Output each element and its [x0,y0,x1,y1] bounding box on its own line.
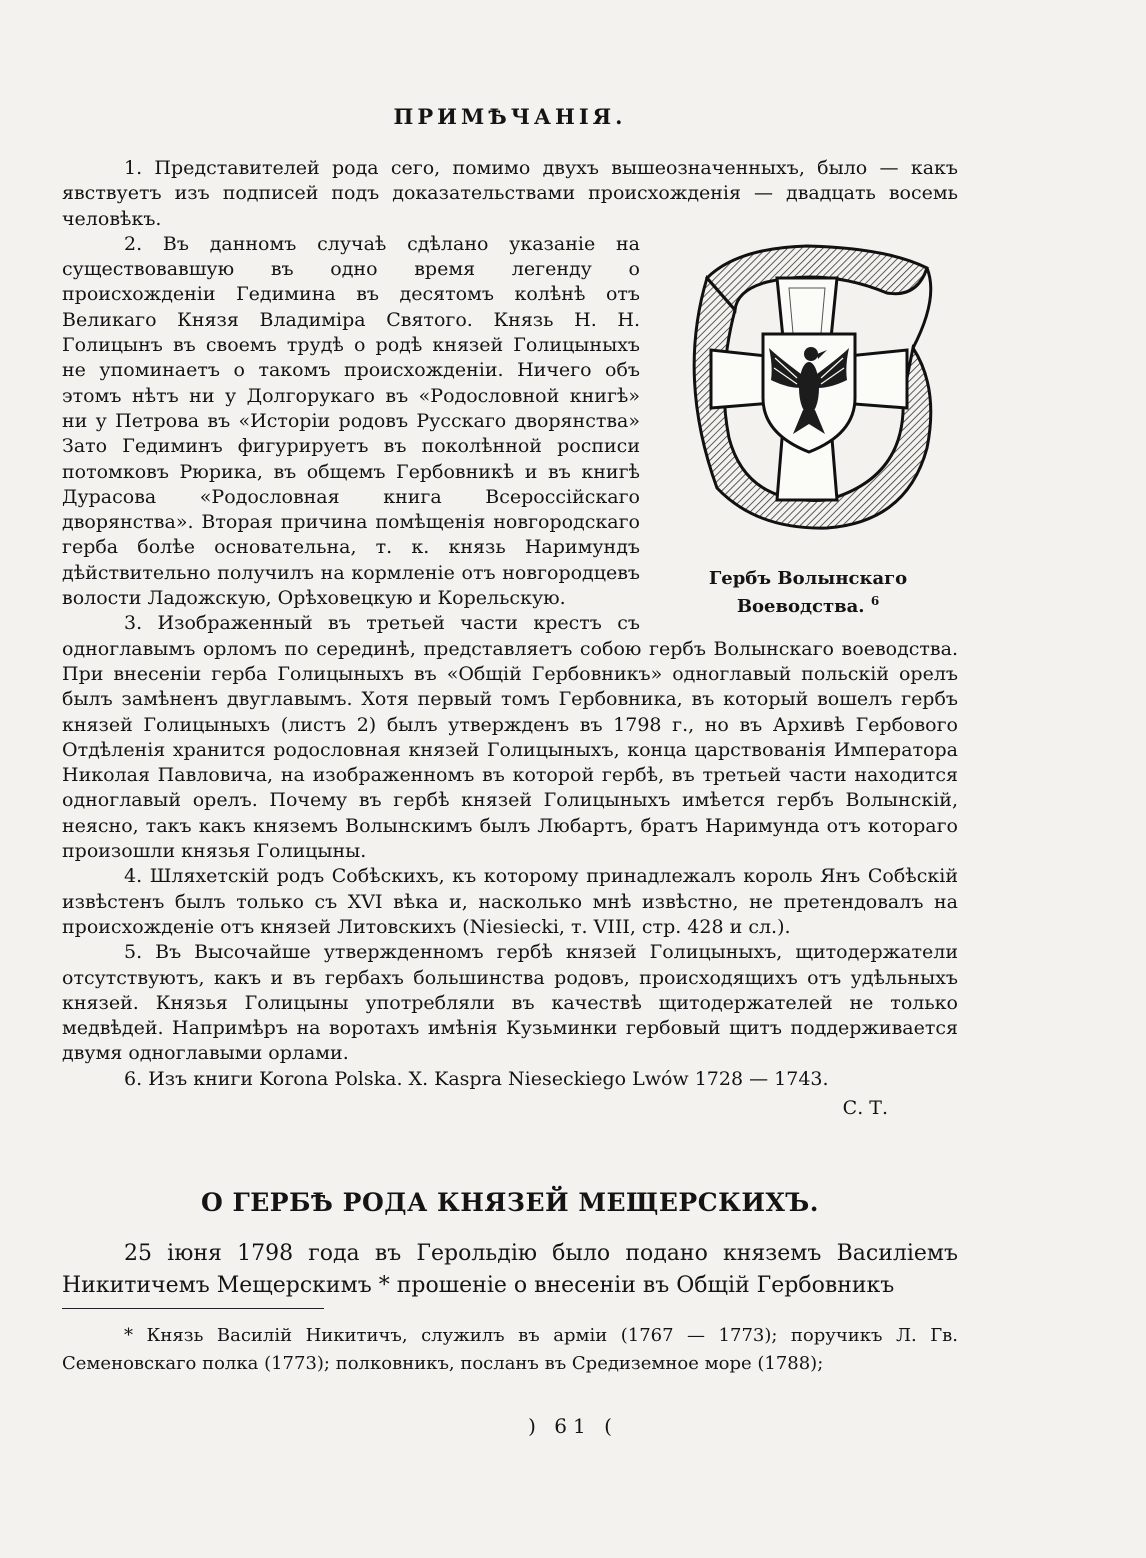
section-body [62,1238,958,1302]
section-title: О ГЕРБѢ РОДА КНЯЗЕЙ МЕЩЕРСКИХЪ. [200,1188,820,1217]
coat-of-arms-figure [658,238,958,618]
footnote-text: * Князь Василій Никитичъ, служилъ въ арміи (1767 — 1773); поручикъ Л. Гв. Семеновскаго полка (1773); полковникъ, посланъ въ Средиземное море (1788); [62,1325,958,1374]
note-3: 3. Изображенный въ третьей части крестъ съ одноглавымъ орломъ по серединѣ, представляетъ собою гербъ Волынскаго воеводства. При внесеніи герба Голицыныхъ въ «Общій Гербовникъ» одноглавый польскій орелъ былъ замѣненъ двуглавымъ. Хотя первый томъ Гербовника, въ который вошелъ гербъ князей Голицыныхъ (листъ 2) былъ утвержденъ въ 1798 г., но въ Архивѣ Гербового Отдѣленія хранится родословная князей Голицыныхъ, конца царствованія Императора Николая Павловича, на изображенномъ въ которой гербѣ, въ третьей части находится одноглавый орелъ. Почему въ гербѣ князей Голицыныхъ имѣется гербъ Волынскій, неясно, такъ какъ княземъ Волынскимъ былъ Любартъ, братъ Наримунда отъ котораго произошли князья Голицыны. [62,612,958,863]
note-1: 1. Представителей рода сего, помимо двухъ вышеозначенныхъ, было — какъ явствуетъ изъ подписей подъ доказательствами происхожденія — двадцать восемь человѣкъ. [62,157,958,230]
signature: С. Т. [842,1096,888,1119]
notes-heading: ПРИМѢЧАНІЯ. [393,104,627,129]
figure-footnote-mark: 6 [870,593,880,608]
footnote-section [62,1322,958,1378]
note-5: 5. Въ Высочайше утвержденномъ гербѣ князей Голицыныхъ, щитодержатели отсутствуютъ, какъ и въ гербахъ большинства родовъ, происходящихъ отъ удѣльныхъ князей. Князья Голицыны употребляли въ качествѣ щитодержателей не только медвѣдей. Напримѣръ на воротахъ имѣнія Кузьминки гербовый щитъ поддерживается двумя одноглавыми орлами. [62,941,958,1065]
figure-caption-text: Гербъ Волынскаго Воеводства. [708,567,908,617]
volhynia-coat-of-arms-icon [677,238,939,538]
notes-section [62,156,958,1121]
footnote-divider [62,1308,324,1309]
note-4: 4. Шляхетскій родъ Собѣскихъ, къ которому принадлежалъ король Янъ Собѣскій извѣстенъ былъ только съ XVI вѣка и, насколько мнѣ извѣстно, не претендовалъ на происхожденіе отъ князей Литовскихъ (Niesiecki, т. VIII, стр. 428 и сл.). [62,865,958,938]
note-6: 6. Изъ книги Korona Polska. X. Kaspra Nieseckiego Lwów 1728 — 1743. [124,1067,829,1090]
page-number: ) 61 ( [528,1414,618,1438]
note-2: 2. Въ данномъ случаѣ сдѣлано указаніе на существовавшую въ одно время легенду о происхожденіи Гедимина въ десятомъ колѣнѣ отъ Великаго Князя Владиміра Святого. Князь Н. Н. Голицынъ въ своемъ трудѣ о родѣ князей Голицыныхъ не упоминаетъ о такомъ происхожденіи. Ничего объ этомъ нѣтъ ни у Долгорукаго въ «Родословной книгѣ» ни у Петрова въ «Исторіи родовъ Русскаго дворянства» Зато Гедиминъ фигурируетъ въ поколѣнной росписи потомковъ Рюрика, въ общемъ Гербовникѣ и въ книгѣ Дурасова «Родословная книга Всероссійскаго дворянства». Вторая причина помѣщенія новгородскаго герба болѣе основательна, т. к. князь Наримундъ дѣйствительно получилъ на кормленіе отъ новгородцевъ волости Ладожскую, Орѣховецкую и Корельскую. [62,232,640,610]
figure-caption [658,568,958,618]
section-paragraph: 25 іюня 1798 года въ Герольдію было подано княземъ Василіемъ Никитичемъ Мещерскимъ * прошеніе о внесеніи въ Общій Гербовникъ [62,1241,958,1298]
